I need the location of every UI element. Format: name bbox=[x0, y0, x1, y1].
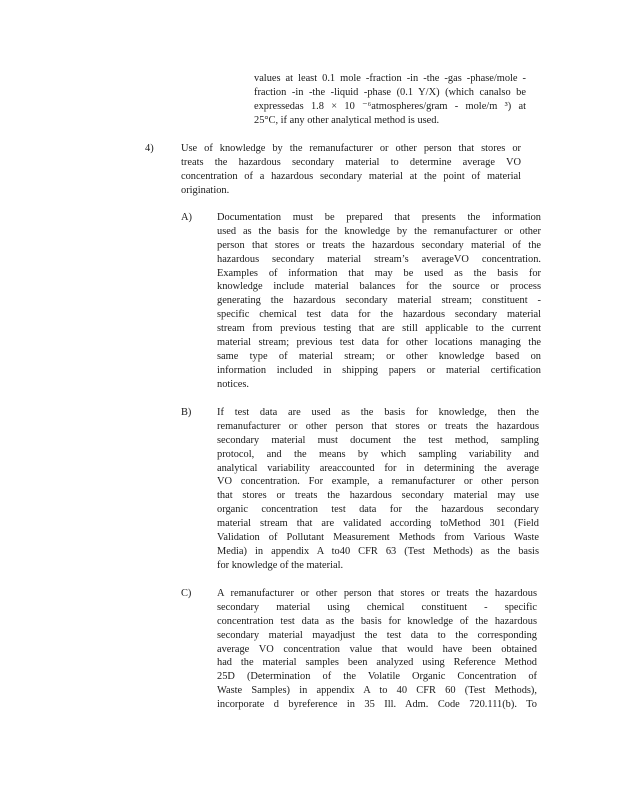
item-b-line: for knowledge of the material. bbox=[217, 559, 344, 571]
item-a-line: Documentation must be prepared that presents the information bbox=[217, 212, 541, 223]
item-a-line: information included in shipping papers or material certification bbox=[217, 364, 541, 376]
item-c-line: secondary material using chemical constituent - specific bbox=[217, 601, 537, 613]
item-4-line: origination. bbox=[181, 184, 230, 196]
item-b-line: Media) in appendix A to40 CFR 63 (Test Methods) as the basis bbox=[217, 545, 539, 557]
item-b-line: If test data are used as the basis for knowledge, then the bbox=[217, 407, 539, 418]
item-b-line: remanufacturer or other person that stores or treats the hazardous bbox=[217, 420, 539, 432]
item-b-line: analytical variability areaccounted for in determining the average bbox=[217, 462, 539, 474]
continuation-line: 25°C, if any other analytical method is used. bbox=[254, 114, 440, 126]
item-c-line: A remanufacturer or other person that stores or treats the hazardous bbox=[217, 588, 537, 599]
item-b-line: material stream that are validated according toMethod 301 (Field bbox=[217, 518, 539, 530]
continuation-line: fraction -in -the -liquid -phase (0.1 Y/X) (which canalso be bbox=[254, 86, 526, 98]
item-c-paragraph bbox=[217, 587, 537, 712]
item-a-line: notices. bbox=[217, 378, 250, 390]
item-b-paragraph bbox=[217, 406, 539, 573]
item-b-line: VO concentration. For example, a remanufacturer or other person bbox=[217, 476, 539, 488]
item-a-line: material stream; previous test data for other locations managing the bbox=[217, 337, 541, 349]
continuation-paragraph bbox=[254, 72, 526, 128]
item-c-line: concentration test data as the basis for knowledge of the hazardous bbox=[217, 615, 537, 627]
item-a-paragraph bbox=[217, 211, 541, 392]
item-a-line: hazardous secondary material stream’s averageVO concentration. bbox=[217, 253, 541, 265]
item-b-line: protocol, and the means by which sampling variability and bbox=[217, 448, 539, 460]
item-b-line: organic concentration test data for the hazardous secondary bbox=[217, 504, 539, 516]
item-b-line: secondary material must document the test method, sampling bbox=[217, 434, 539, 446]
item-a-line: generating the hazardous secondary material stream; constituent - bbox=[217, 295, 541, 307]
item-c-line: incorporate d byreference in 35 Ill. Adm. Code 720.111(b). To bbox=[217, 699, 537, 711]
item-a-line: same type of material stream; or other knowledge based on bbox=[217, 350, 541, 362]
item-b-line: Validation of Pollutant Measurement Methods from Various Waste bbox=[217, 532, 539, 544]
item-c-line: Waste Samples) in appendix A to 40 CFR 60 (Test Methods), bbox=[217, 685, 537, 697]
item-c-line: 25D (Determination of the Volatile Organic Concentration of bbox=[217, 671, 537, 683]
continuation-line: expressedas 1.8 × 10 ⁻⁶atmospheres/gram - mole/m ³) at bbox=[254, 100, 526, 112]
item-4-line: concentration of a hazardous secondary material at the point of material bbox=[181, 170, 521, 182]
item-c-line: average VO concentration value that would have been obtained bbox=[217, 643, 537, 655]
item-a-line: Examples of information that may be used as the basis for bbox=[217, 267, 541, 279]
item-c-letter: C) bbox=[181, 588, 192, 599]
item-4-paragraph bbox=[181, 142, 521, 198]
item-b-letter: B) bbox=[181, 407, 192, 418]
item-a-letter: A) bbox=[181, 212, 192, 223]
item-c-line: secondary material mayadjust the test data to the corresponding bbox=[217, 629, 537, 641]
item-a-line: stream from previous testing that are still applicable to the current bbox=[217, 323, 541, 335]
item-a-line: used as the basis for the knowledge by the remanufacturer or other bbox=[217, 225, 541, 237]
item-a-line: specific chemical test data for the hazardous secondary material bbox=[217, 309, 541, 321]
item-b-line: that stores or treats the hazardous secondary material may use bbox=[217, 490, 539, 502]
item-a-line: person that stores or treats the hazardous secondary material of the bbox=[217, 239, 541, 251]
item-a-line: knowledge include material balances for the source or process bbox=[217, 281, 541, 293]
item-4-line: treats the hazardous secondary material to determine average VO bbox=[181, 156, 521, 168]
item-4-line: Use of knowledge by the remanufacturer or other person that stores or bbox=[181, 143, 521, 154]
item-4-number: 4) bbox=[145, 143, 154, 154]
item-c-line: had the material samples been analyzed using Reference Method bbox=[217, 657, 537, 669]
continuation-line: values at least 0.1 mole -fraction -in -the -gas -phase/mole - bbox=[254, 73, 526, 84]
